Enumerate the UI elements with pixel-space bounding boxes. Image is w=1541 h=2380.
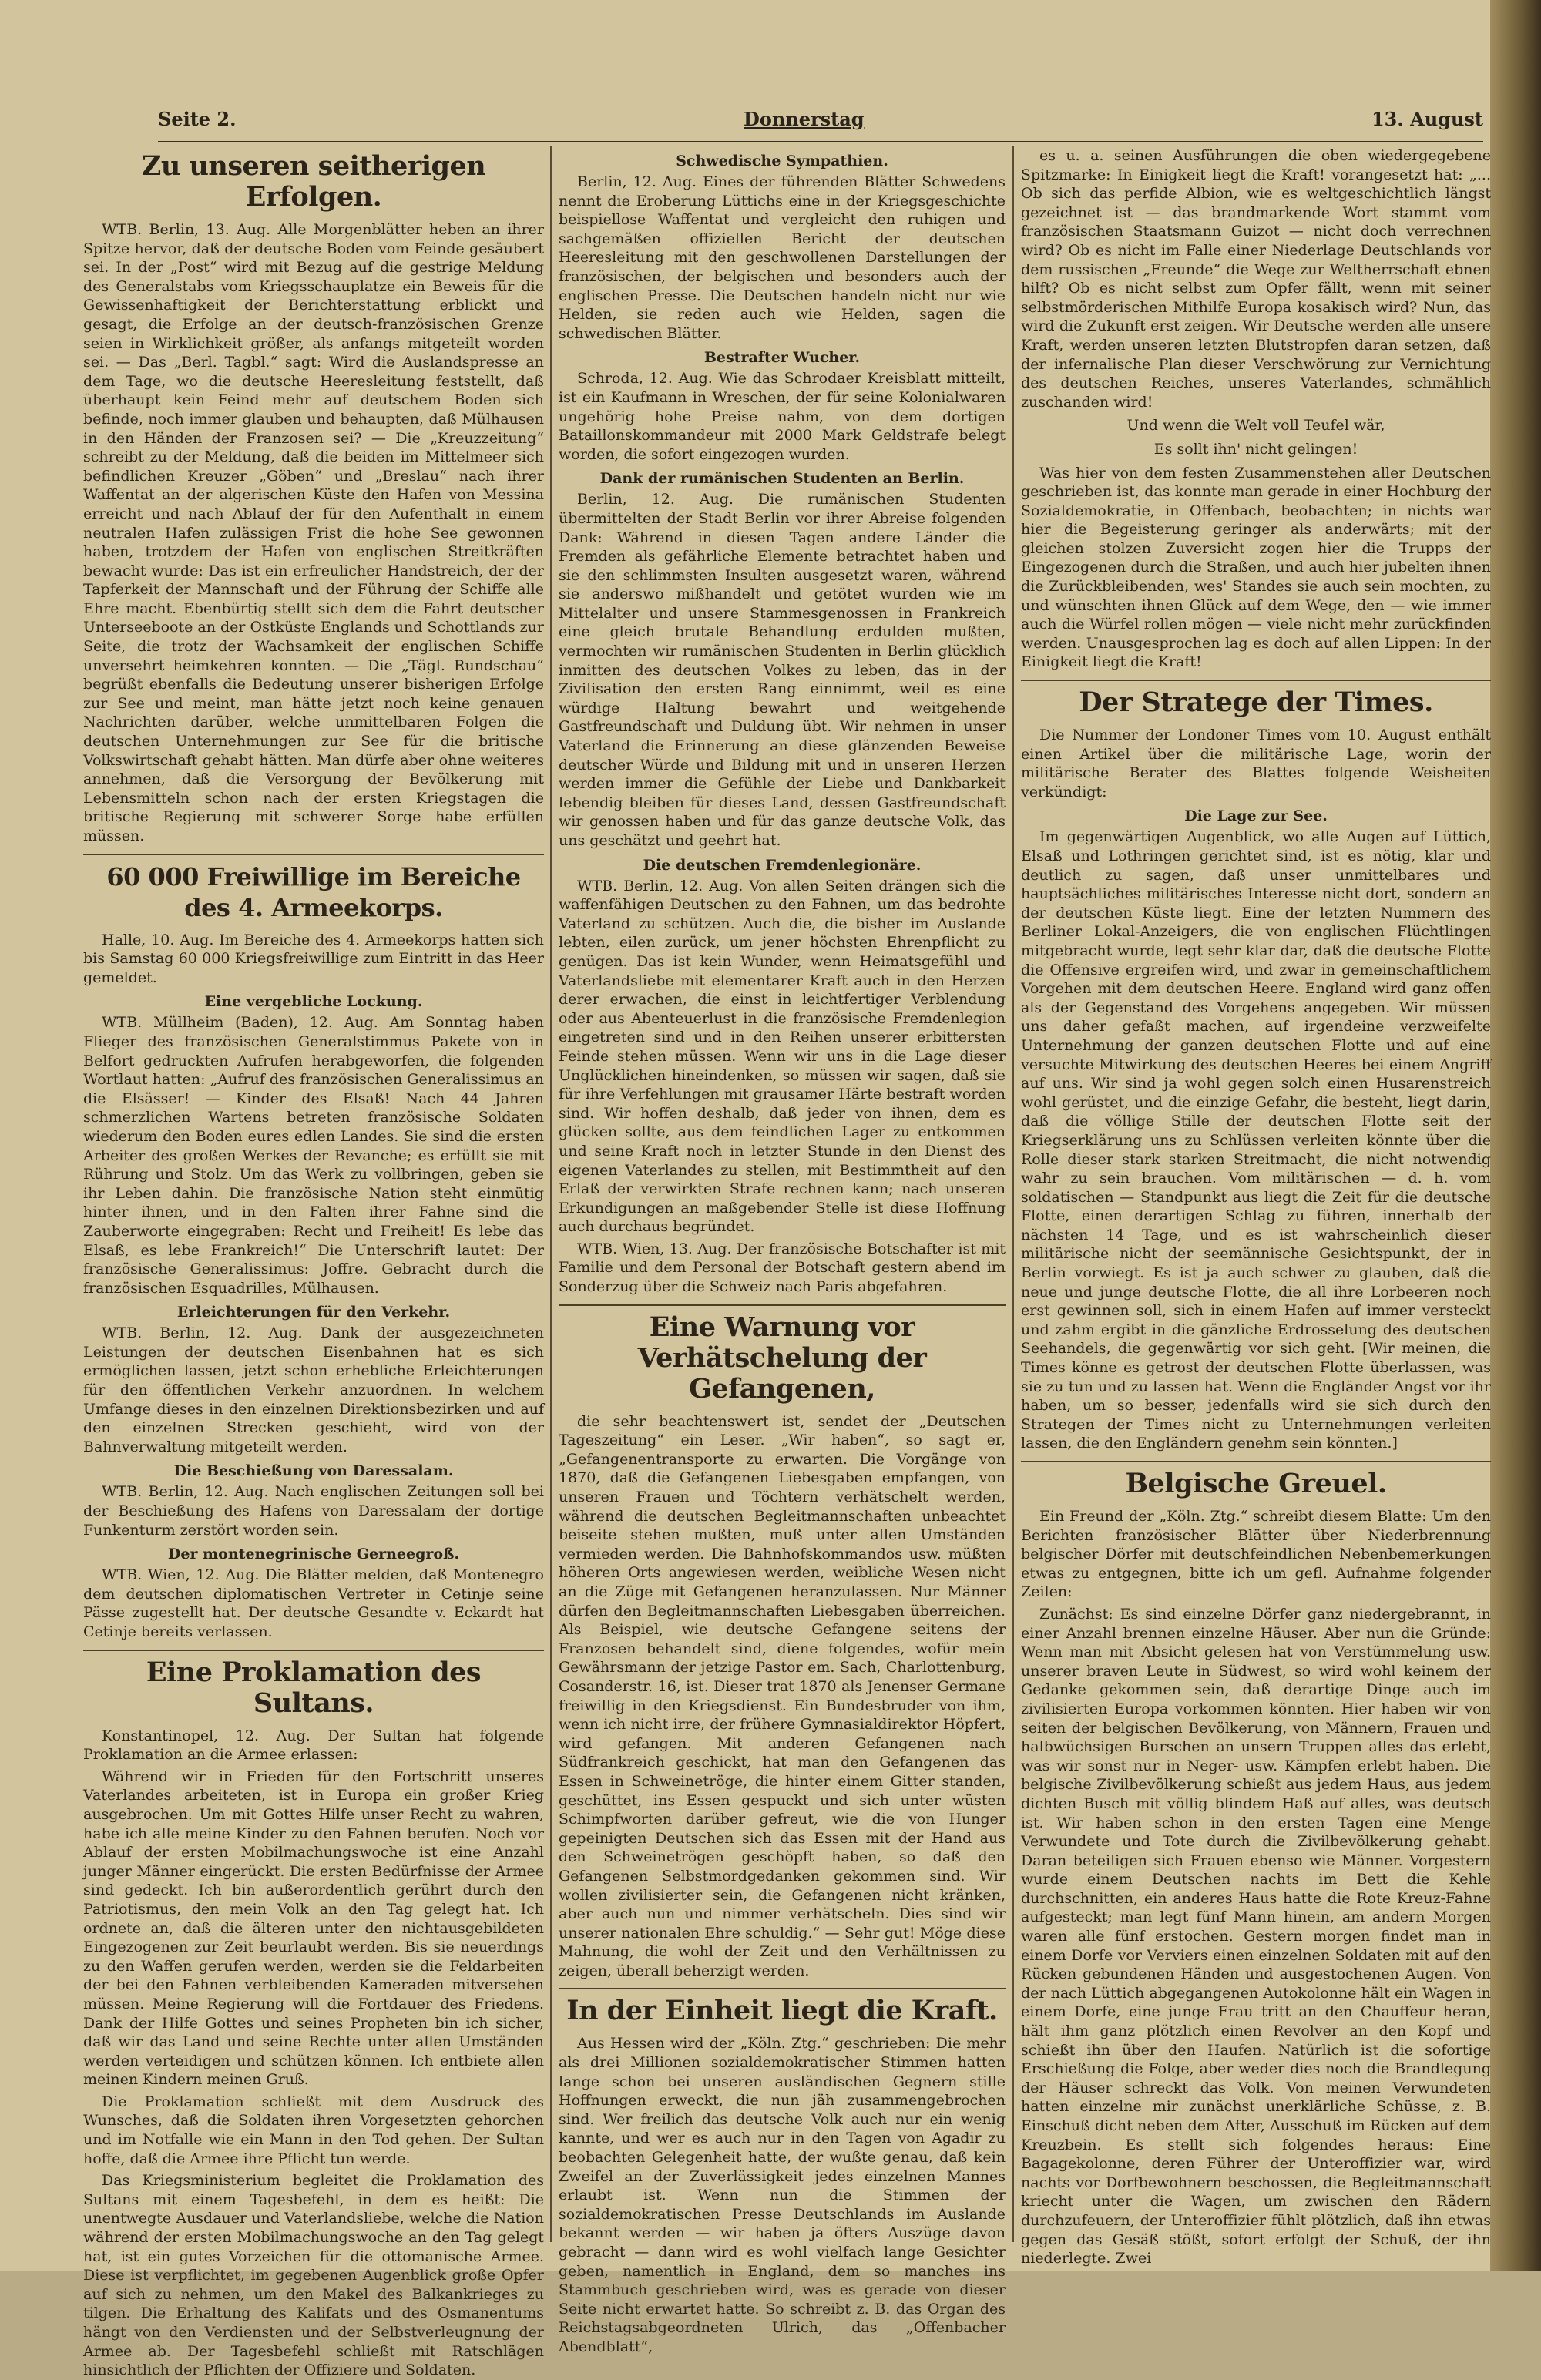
divider <box>83 1650 544 1651</box>
article-text: Zunächst: Es sind einzelne Dörfer ganz niedergebrannt, in einer Anzahl brennen einzelne Häuser. Aber nun die Gründe: Wenn man mit Absicht gelesen hat von Verstümmelung usw. unserer braven Leute in Südwest, so wird wohl keinem der Gedanke gekommen sein, daß derartige Dinge auch im zivilisierten Europa vorkommen könnten. Hier haben wir von seiten der belgischen Bevölkerung, von Männern, Frauen und halbwüchsigen Burschen an unsern Truppen alles das erlebt, was wir sonst nur in Neger- usw. Kämpfen erlebt haben. Die belgische Zivilbevölkerung schießt aus jedem Haus, aus jedem dichten Busch mit völlig blindem Haß auf alles, was deutsch ist. Wir haben schon in den ersten Tagen eine Menge Verwundete und Tote durch die Zivilbevölkerung gehabt. Daran beteiligen sich Frauen ebenso wie Männer. Vorgestern wurde einem Deutschen nachts im Bett die Kehle durchschnitten, ein anderes Haus hatte die Rote Kreuz-Fahne aufgesteckt; man legt fünf Mann hinein, am andern Morgen waren alle fünf erstochen. Gestern morgen findet man in einem Dorfe vor Verviers einen einzelnen Soldaten mit auf den Rücken gebundenen Händen und ausgestochenen Augen. Von der nach Lüttich abgegangenen Autokolonne hält ein Wagen in einem Dorfe, eine junge Frau tritt an den Chauffeur heran, hält ihm ganz plötzlich einen Revolver an den Kopf und schießt ihn über den Haufen. Natürlich ist die sofortige Erschießung die Folge, aber weder dies noch die Brandlegung der Häuser schreckt das Volk. Von meinen Verwundeten hatten einzelne mir zunächst unerklärliche Schüsse, z. B. Einschuß dicht neben dem After, Ausschuß im Rücken auf dem Kreuzbein. Es stellt sich folgendes heraus: Eine Bagagekolonne, deren Führer der Unteroffizier war, wird nachts vor Dorfbewohnern beschossen, die Begleitmannschaft kriecht unter die Wagen, um zwischen den Rädern durchzufeuern, der Unteroffizier fühlt plötzlich, daß ihn etwas gegen das Gesäß stößt, sofort erfolgt der Schuß, der ihn niederlegte. Zwei <box>1021 1605 1491 2268</box>
article-text: WTB. Berlin, 12. Aug. Dank der ausgezeichneten Leistungen der deutschen Eisenbahnen hat es sich ermöglichen lassen, jetzt schon erhebliche Erleichterungen für den öffentlichen Verkehr anzuordnen. In welchem Umfange dieses in den einzelnen Direktionsbezirken und auf den einzelnen Strecken geschieht, wird von der Bahnverwaltung mitgeteilt werden. <box>83 1324 544 1455</box>
date: 13. August <box>1371 108 1483 130</box>
article-title: Erleichterungen für den Verkehr. <box>176 1304 451 1321</box>
article-text: Im gegenwärtigen Augenblick, wo alle Augen auf Lüttich, Elsaß und Lothringen gerichtet sind, ist es nötig, klar und deutlich zu sagen, daß unser unmittelbares und hauptsächliches militärisches Interesse nicht dort, sondern an der deutschen Küste liegt. Eine der letzten Nummern des Berliner Lokal-Anzeigers, die von englischen Flüchtlingen mitgebracht wurde, legt sehr klar dar, daß die deutsche Flotte die Offensive ergreifen wird, und zwar in gemeinschaftlichem Vorgehen mit dem deutschen Heere. England wird ganz offen als der Gegenstand des Vorgehens angegeben. Wir müssen uns daher gefaßt machen, auf irgendeine verzweifelte Unternehmung der ganzen deutschen Flotte und auf eine versuchte Mitwirkung des deutschen Heeres bei einem Angriff auf uns. Wir sind ja wohl gegen solch einen Husarenstreich wohl gerüstet, und die einzige Gefahr, die besteht, liegt darin, daß die völlige Stille der deutschen Flotte seit der Kriegserklärung uns zu Schlüssen verleiten könnte über die Rolle dieser stark starken Streitmacht, die nicht notwendig wahr zu sein brauchen. Vom militärischen — d. h. vom soldatischen — Standpunkt aus liegt die Zeit für die deutsche Flotte, einen derartigen Schlag zu führen, innerhalb der nächsten 14 Tage, und es ist wahrscheinlich dieser militärische nicht der seemännische Gesichtspunkt, der in Berlin vorwiegt. Es ist ja auch schwer zu glauben, daß die neue und junge deutsche Flotte, die all ihre Lorbeeren noch erst gewinnen soll, sich in einem Hafen auf immer versteckt und zahm ergibt in die gänzliche Erdrosselung des deutschen Seehandels, die gegenwärtig vor sich geht. [Wir meinen, die Times könne es getrost der deutschen Flotte überlassen, was sie zu tun und zu lassen hat. Wenn die Engländer Angst vor ihr haben, um so besser, jedenfalls wird sie sich durch den Strategen der Times nicht zu Unternehmungen verleiten lassen, die den Engländern genehm sein könnten.] <box>1021 828 1491 1452</box>
weekday: Donnerstag <box>744 108 865 130</box>
article-title: Der Stratege der Times. <box>1079 686 1433 719</box>
verse-line: Und wenn die Welt voll Teufel wär, <box>1126 417 1385 435</box>
article-text: Aus Hessen wird der „Köln. Ztg.“ geschrieben: Die mehr als drei Millionen sozialdemokratischer Stimmen hatten lange schon bei unseren ausländischen Gegnern stille Hoffnungen erweckt, die nun jäh zusammengebrochen sind. Wer freilich das deutsche Volk auch nur ein wenig kannte, und wer es auch nur in den Tagen von Agadir zu beobachten Gelegenheit hatte, der wußte genau, daß kein Zweifel an der Zuverlässigkeit jedes einzelnen Mannes erlaubt ist. Wenn nun die Stimmen der sozialdemokratischen Presse Deutschlands im Auslande bekannt werden — wir haben ja öfters Auszüge davon gebracht — dann wird es wohl vielfach lange Gesichter geben, namentlich in England, dem so manches ins Stammbuch geschrieben wird, was es gerade von dieser Seite nicht erwartet hatte. So schreibt z. B. das Organ des Reichstagsabgeordneten Ulrich, das „Offenbacher Abendblatt“, <box>559 2035 1006 2355</box>
divider <box>1021 680 1491 681</box>
column-1 <box>83 146 544 2379</box>
article-title: Die deutschen Fremdenlegionäre. <box>643 856 922 874</box>
article-title: Bestrafter Wucher. <box>703 349 861 367</box>
article-text: Die Nummer der Londoner Times vom 10. August enthält einen Artikel über die militärische Lage, worin der militärische Berater des Blattes folgende Weisheiten verkündigt: <box>1021 727 1491 801</box>
article-title: 60 000 Freiwillige im Bereiche des 4. Armeekorps. <box>106 861 521 922</box>
article-text: WTB. Berlin, 12. Aug. Von allen Seiten drängen sich die waffenfähigen Deutschen zu den Fahnen, um das bedrohte Vaterland zu schützen. Auch die, die bisher im Auslande lebten, eilen zurück, um jener höchsten Ehrenpflicht zu genügen. Das ist kein Wunder, wenn Heimatsgefühl und Vaterlandsliebe mit elementarer Kraft auch in den Herzen derer erwachen, die einst in leichtfertiger Verblendung oder aus Abenteuerlust in die französische Fremdenlegion eingetreten sind und in den Reihen unserer erbittersten Feinde stehen müssen. Wenn wir uns in die Lage dieser Unglücklichen hineindenken, so müssen wir sagen, daß sie für ihre Verfehlungen mit grausamer Härte bestraft worden sind. Wir hoffen deshalb, daß jeder von ihnen, dem es glücken sollte, aus dem feindlichen Lager zu entkommen und seine Kraft noch in letzter Stunde in den Dienst des eigenen Vaterlandes zu stellen, mit Bestimmtheit auf den Erlaß der verwirkten Strafe rechnen kann; nach unseren Erkundigungen an maßgebender Stelle ist diese Hoffnung auch durchaus begründet. <box>559 877 1006 1236</box>
article-text: WTB. Wien, 12. Aug. Die Blätter melden, daß Montenegro dem deutschen diplomatischen Vertreter in Cetinje seine Pässe zugestellt hat. Der deutsche Gesandte v. Eckardt hat Cetinje bereits verlassen. <box>83 1566 544 1640</box>
divider <box>559 1988 1006 1989</box>
article-title: Die Beschießung von Daressalam. <box>173 1462 454 1480</box>
divider <box>559 1304 1006 1306</box>
article-text: Was hier von dem festen Zusammenstehen aller Deutschen geschrieben ist, das konnte man gerade in einer Hochburg der Sozialdemokratie, in Offenbach, beobachten; in nichts war hier die Begeisterung geringer als anderwärts; mit der gleichen stolzen Zuversicht zogen hier die Trupps der Eingezogenen durch die Straßen, und auch hier jubelten ihnen die Zurückbleibenden, wes' Standes sie auch sein mochten, zu und wünschten ihnen Glück auf dem Wege, den — wie immer auch die Würfel rollen mögen — viele nicht mehr zurückfinden werden. Unausgesprochen lag es doch auf allen Lippen: In der Einigkeit liegt die Kraft! <box>1021 464 1491 671</box>
article-text: Die Proklamation schließt mit dem Ausdruck des Wunsches, daß die Soldaten ihren Vorgesetzten gehorchen und im Notfalle wie ein Mann in den Tod gehen. Der Sultan hoffe, daß die Armee ihre Pflicht tun werde. <box>83 2093 544 2167</box>
article-title: Eine vergebliche Lockung. <box>204 993 423 1011</box>
article-title: Schwedische Sympathien. <box>676 153 888 170</box>
article-text: es u. a. seinen Ausführungen die oben wiedergegebene Spitzmarke: In Einigkeit liegt die Kraft! vorangesetzt hat: „... Ob sich das perfide Albion, wie es weltgeschichtlich längst gezeichnet ist — das brandmarkende Wort stammt vom französischen Staatsmann Guizot — nicht doch verrechnen wird? Ob es nicht im Falle einer Niederlage Deutschlands vor dem russischen „Freunde“ die Wege zur Weltherrschaft ebnen hilft? Ob es nicht selbst zum Opfer fällt, wenn mit seiner selbstmörderischen Mithilfe Europa kosakisch wird? Nun, das wird die Zukunft erst zeigen. Wir Deutsche werden alle unsere Kraft, werden unseren letzten Blutstropfen daran setzen, daß der infernalische Plan dieser Verschwörung zur Vernichtung des deutschen Reiches, unseres Vaterlandes, schmählich zuschanden wird! <box>1021 147 1491 411</box>
article-title: Zu unseren seitherigen Erfolgen. <box>141 150 486 213</box>
article-title: Belgische Greuel. <box>1125 1468 1387 1499</box>
article-text: Berlin, 12. Aug. Die rumänischen Studenten übermittelten der Stadt Berlin vor ihrer Abreise folgenden Dank: Während in diesen Tagen andere Länder die Fremden als gefährliche Elemente betrachtet haben und sie den schlimmsten Insulten ausgesetzt waren, während sie anderswo mißhandelt und getötet wurden wie im Mittelalter und unsere Stammesgenossen in Frankreich eine gleich brutale Behandlung erdulden mußten, vermochten wir rumänischen Studenten in Berlin glücklich inmitten des deutschen Volkes zu leben, das in der Zivilisation den ersten Rang einnimmt, weil es eine würdige Haltung bewahrt und weitgehende Gastfreundschaft und Duldung übt. Wir nehmen in unser Vaterland die Erinnerung an diese glänzenden Beweise deutscher Würde und Bildung mit und in unseren Herzen werden immer die Gefühle der Liebe und Dankbarkeit lebendig bleiben für dieses Land, dessen Gastfreundschaft wir genossen haben und für das ganze deutsche Volk, das uns geschätzt und geehrt hat. <box>559 491 1006 849</box>
book-spine <box>1490 0 1541 2271</box>
article-text: Während wir in Frieden für den Fortschritt unseres Vaterlandes arbeiteten, ist in Europa ein großer Krieg ausgebrochen. Um mit Gottes Hilfe unser Recht zu wahren, habe ich alle meine Kinder zu den Fahnen berufen. Noch vor Ablauf der ersten Mobilmachungswoche ist eine Anzahl junger Männer eingerückt. Die ersten Bedürfnisse der Armee sind gedeckt. Ich bin außerordentlich gerührt durch den Patriotismus, den mein Volk an den Tag gelegt hat. Ich ordnete an, daß die älteren unter den nichtausgebildeten Eingezogenen zur Zeit beurlaubt werden. Bis sie neuerdings zu den Waffen gerufen werden, werden sie die Feldarbeiten der bei den Fahnen verbleibenden Kameraden mitversehen müssen. Meine Regierung will die Fortdauer des Friedens. Dank der Hilfe Gottes und seines Propheten bin ich sicher, daß wir das Land und seine Rechte unter allen Umständen werden verteidigen und schützen können. Ich entbiete allen meinen Kindern meinen Gruß. <box>83 1767 544 2089</box>
article-text: Schroda, 12. Aug. Wie das Schrodaer Kreisblatt mitteilt, ist ein Kaufmann in Wreschen, der für seine Kolonialwaren ungehörig hohe Preise nahm, von dem dortigen Bataillonskommandeur mit 2000 Mark Geldstrafe belegt worden, die sofort eingezogen wurden. <box>559 370 1006 463</box>
article-text: WTB. Müllheim (Baden), 12. Aug. Am Sonntag haben Flieger des französischen Generalstimmus Pakete von in Belfort gedruckten Aufrufen herabgeworfen, die folgenden Wortlaut hatten: „Aufruf des französischen Generalissimus an die Elsässer! — Kinder des Elsaß! Nach 44 Jahren schmerzlichen Wartens betreten französische Soldaten wiederum den Boden eures edlen Landes. Sie sind die ersten Arbeiter des großen Werkes der Revanche; es erfüllt sie mit Rührung und Stolz. Um das Werk zu vollbringen, geben sie ihr Leben dahin. Die französische Nation steht einmütig hinter ihnen, und in den Falten ihrer Fahne sind die Zauberworte eingegraben: Recht und Freiheit! Es lebe das Elsaß, es lebe Frankreich!“ Die Unterschrift lautet: Der französische Generalissimus: Joffre. Gebracht durch die französischen Esquadrilles, Mülhausen. <box>83 1014 544 1297</box>
article-text: Das Kriegsministerium begleitet die Proklamation des Sultans mit einem Tagesbefehl, in dem es heißt: Die unentwegte Ausdauer und Vaterlandsliebe, welche die Nation während der ersten Mobilmachungswoche an den Tag gelegt hat, ist ein gutes Vorzeichen für die ottomanische Armee. Diese ist verpflichtet, im gegebenen Augenblick große Opfer auf sich zu nehmen, um den Makel des Balkankrieges zu tilgen. Die Erhaltung des Kalifats und des Osmanentums hängt von den Verdiensten und der Selbstverleugnung der Armee ab. Der Tagesbefehl schließt mit Ratschlägen hinsichtlich der Pflichten der Offiziere und Soldaten. <box>83 2172 544 2379</box>
article-subtitle: Die Lage zur See. <box>1184 807 1328 825</box>
divider <box>83 854 544 855</box>
article-text: die sehr beachtenswert ist, sendet der „Deutschen Tageszeitung“ ein Leser. „Wir haben“, so sagt er, „Gefangenentransporte zu erwarten. Die Vorgänge von 1870, daß die Gefangenen Liebesgaben empfangen, von unseren Frauen und Töchtern verhätschelt werden, während die deutschen Begleitmannschaften unbeachtet beiseite stehen mußten, muß unter allen Umständen vermieden werden. Die Bahnhofskommandos usw. müßten höheren Orts angewiesen werden, weibliche Wesen nicht an die Züge mit Gefangenen heranzulassen. Nur Männer dürfen den Begleitmannschaften Liebesgaben überreichen. Als Beispiel, wie deutsche Gefangene seitens der Franzosen behandelt sind, diene folgendes, wofür mein Gewährsmann der jetzige Pastor em. Sach, Charlottenburg, Cosanderstr. 16, ist. Dieser trat 1870 als Jenenser Germane freiwillig in den Kriegsdienst. Ein Bundesbruder von ihm, wenn ich nicht irre, der frühere Gymnasialdirektor Höpfert, wird gefangen. Mit anderen Gefangenen nach Südfrankreich geschickt, hat man den Gefangenen das Essen in Schweinetröge, die hinter einem Gitter standen, geschüttet, ins Essen gespuckt und sich unter wüsten Schimpfworten darüber gefreut, wie die von Hunger gepeinigten Deutschen sich das Essen mit der Hand aus den Schweinetrögen geschöpft haben, so daß den Gefangenen Selbstmordgedanken gekommen sind. Wir wollen zivilisierter sein, die Gefangenen nicht kränken, aber auch nun und nimmer verhätscheln. Dies sind wir unserer nationalen Ehre schuldig.“ — Sehr gut! Möge diese Mahnung, die wohl der Zeit und den Verhältnissen zu zeigen, überall beherzigt werden. <box>559 1412 1006 1979</box>
page-header <box>158 108 1483 142</box>
column-2 <box>559 146 1006 2355</box>
divider <box>1021 1461 1491 1462</box>
article-text: WTB. Berlin, 13. Aug. Alle Morgenblätter heben an ihrer Spitze hervor, daß der deutsche Boden vom Feinde gesäubert sei. In der „Post“ wird mit Bezug auf die gestrige Meldung des Generalstabs vom Kriegsschauplatze ein Beweis für die Gewissenhaftigkeit der Berichterstattung erblickt und gesagt, die Erfolge an der deutsch-französischen Grenze seien in Wirklichkeit größer, als anfangs mitgeteilt worden sei. — Das „Berl. Tagbl.“ sagt: Wird die Auslandspresse an dem Tage, wo die deutsche Heeresleitung feststellt, daß überhaupt kein Feind mehr auf deutschem Boden sich befinde, noch immer glauben und behaupten, daß Mülhausen in den Händen der Franzosen sei? — Die „Kreuzzeitung“ schreibt zu der Meldung, daß die beiden im Mittelmeer sich befindlichen Kreuzer „Göben“ und „Breslau“ nach ihrer Waffentat an der algerischen Küste den Hafen von Messina erreicht und nach Ablauf der für den Aufenthalt in einem neutralen Hafen zulässigen Frist die hohe See gewonnen haben, trotzdem der Hafen von englischen Streitkräften bewacht wurde: Das ist ein erfreulicher Handstreich, der der Tapferkeit der Mannschaft und der Führung der Schiffe alle Ehre macht. Ebenbürtig stellt sich dem die Fahrt deutscher Unterseeboote an der Ostküste Englands und Schottlands zur Seite, die trotz der Wachsamkeit der englischen Schiffe unversehrt heimkehren konnten. — Die „Tägl. Rundschau“ begrüßt ebenfalls die Bedeutung unserer bisherigen Erfolge zur See und meint, man hätte jetzt noch keine genauen Nachrichten darüber, welche unmittelbaren Folgen die deutschen Unternehmungen zur See für die britische Volkswirtschaft gehabt hätten. Man dürfe aber ohne weiteres annehmen, daß die Versorgung der Bevölkerung mit Lebensmitteln schon nach der ersten Kriegstagen die britische Regierung mit schwerer Sorge habe erfüllen müssen. <box>83 221 544 844</box>
article-title: In der Einheit liegt die Kraft. <box>566 1995 998 2027</box>
column-rule-1 <box>550 146 552 2242</box>
article-text: Berlin, 12. Aug. Eines der führenden Blätter Schwedens nennt die Eroberung Lüttichs eine in der Kriegsgeschichte beispiellose Waffentat und vergleicht den ruhigen und sachgemäßen offiziellen Bericht der deutschen Heeresleitung mit den geschwollenen Darstellungen der französischen, der belgischen und besonders auch der englischen Presse. Die Deutschen handeln nicht nur wie Helden, sie reden auch wie Helden, sagen die schwedischen Blätter. <box>559 173 1006 342</box>
article-title: Eine Warnung vor Verhätschelung der Gefangenen, <box>637 1311 927 1405</box>
article-text: Ein Freund der „Köln. Ztg.“ schreibt diesem Blatte: Um den Berichten französischer Blätter über Niederbrennung belgischer Dörfer mit deutschfeindlichen Nebenbemerkungen etwas zu entgegnen, bitte ich um gefl. Aufnahme folgender Zeilen: <box>1021 1508 1491 1601</box>
column-rule-2 <box>1012 146 1014 2242</box>
page-number: Seite 2. <box>158 108 237 130</box>
verse-line: Es sollt ihn' nicht gelingen! <box>1153 440 1358 458</box>
article-text: Halle, 10. Aug. Im Bereiche des 4. Armeekorps hatten sich bis Samstag 60 000 Kriegsfreiwillige zum Eintritt in das Heer gemeldet. <box>83 931 544 986</box>
article-text: WTB. Wien, 13. Aug. Der französische Botschafter ist mit Familie und dem Personal der Botschaft gestern abend im Sonderzug über die Schweiz nach Paris abgefahren. <box>559 1240 1006 1296</box>
article-title: Der montenegrinische Gerneegroß. <box>167 1546 460 1563</box>
article-text: Konstantinopel, 12. Aug. Der Sultan hat folgende Proklamation an die Armee erlassen: <box>83 1727 544 1764</box>
article-title: Eine Proklamation des Sultans. <box>146 1656 482 1719</box>
article-text: WTB. Berlin, 12. Aug. Nach englischen Zeitungen soll bei der Beschießung des Hafens von Daressalam der dortige Funkenturm zerstört worden sein. <box>83 1483 544 1539</box>
article-title: Dank der rumänischen Studenten an Berlin. <box>599 470 965 488</box>
column-3 <box>1021 146 1491 2268</box>
